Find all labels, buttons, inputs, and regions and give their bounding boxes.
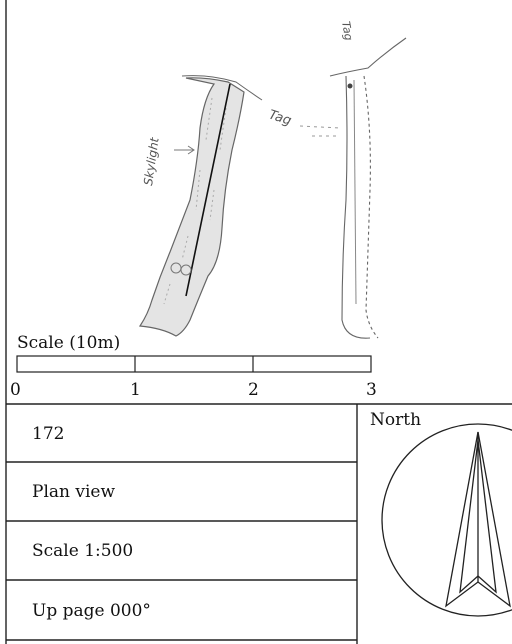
scale-bar-title: Scale (10m): [17, 333, 121, 353]
tag-note-section: Tag: [339, 20, 356, 42]
scale-tick-2: 2: [248, 380, 259, 400]
cave-plan-sketch: [140, 76, 262, 336]
scale-cell: [6, 522, 357, 580]
cave-section-sketch: [300, 38, 406, 338]
tag-note-plan: Tag: [266, 107, 294, 129]
skylight-note: Skylight: [141, 136, 162, 187]
north-arrow: [382, 424, 512, 616]
scale-tick-3: 3: [366, 380, 377, 400]
survey-number: 172: [32, 423, 65, 444]
north-label: North: [370, 410, 422, 430]
scale-tick-1: 1: [130, 380, 141, 400]
up-page-cell: [6, 581, 357, 640]
scale-bar: [17, 356, 371, 372]
drawing-scale: Scale 1:500: [32, 541, 134, 561]
up-page-bearing: Up page 000°: [32, 600, 151, 621]
view-type: Plan view: [32, 482, 116, 502]
view-type-cell: [6, 463, 357, 521]
scale-tick-0: 0: [10, 380, 21, 400]
survey-number-cell: [6, 405, 357, 462]
